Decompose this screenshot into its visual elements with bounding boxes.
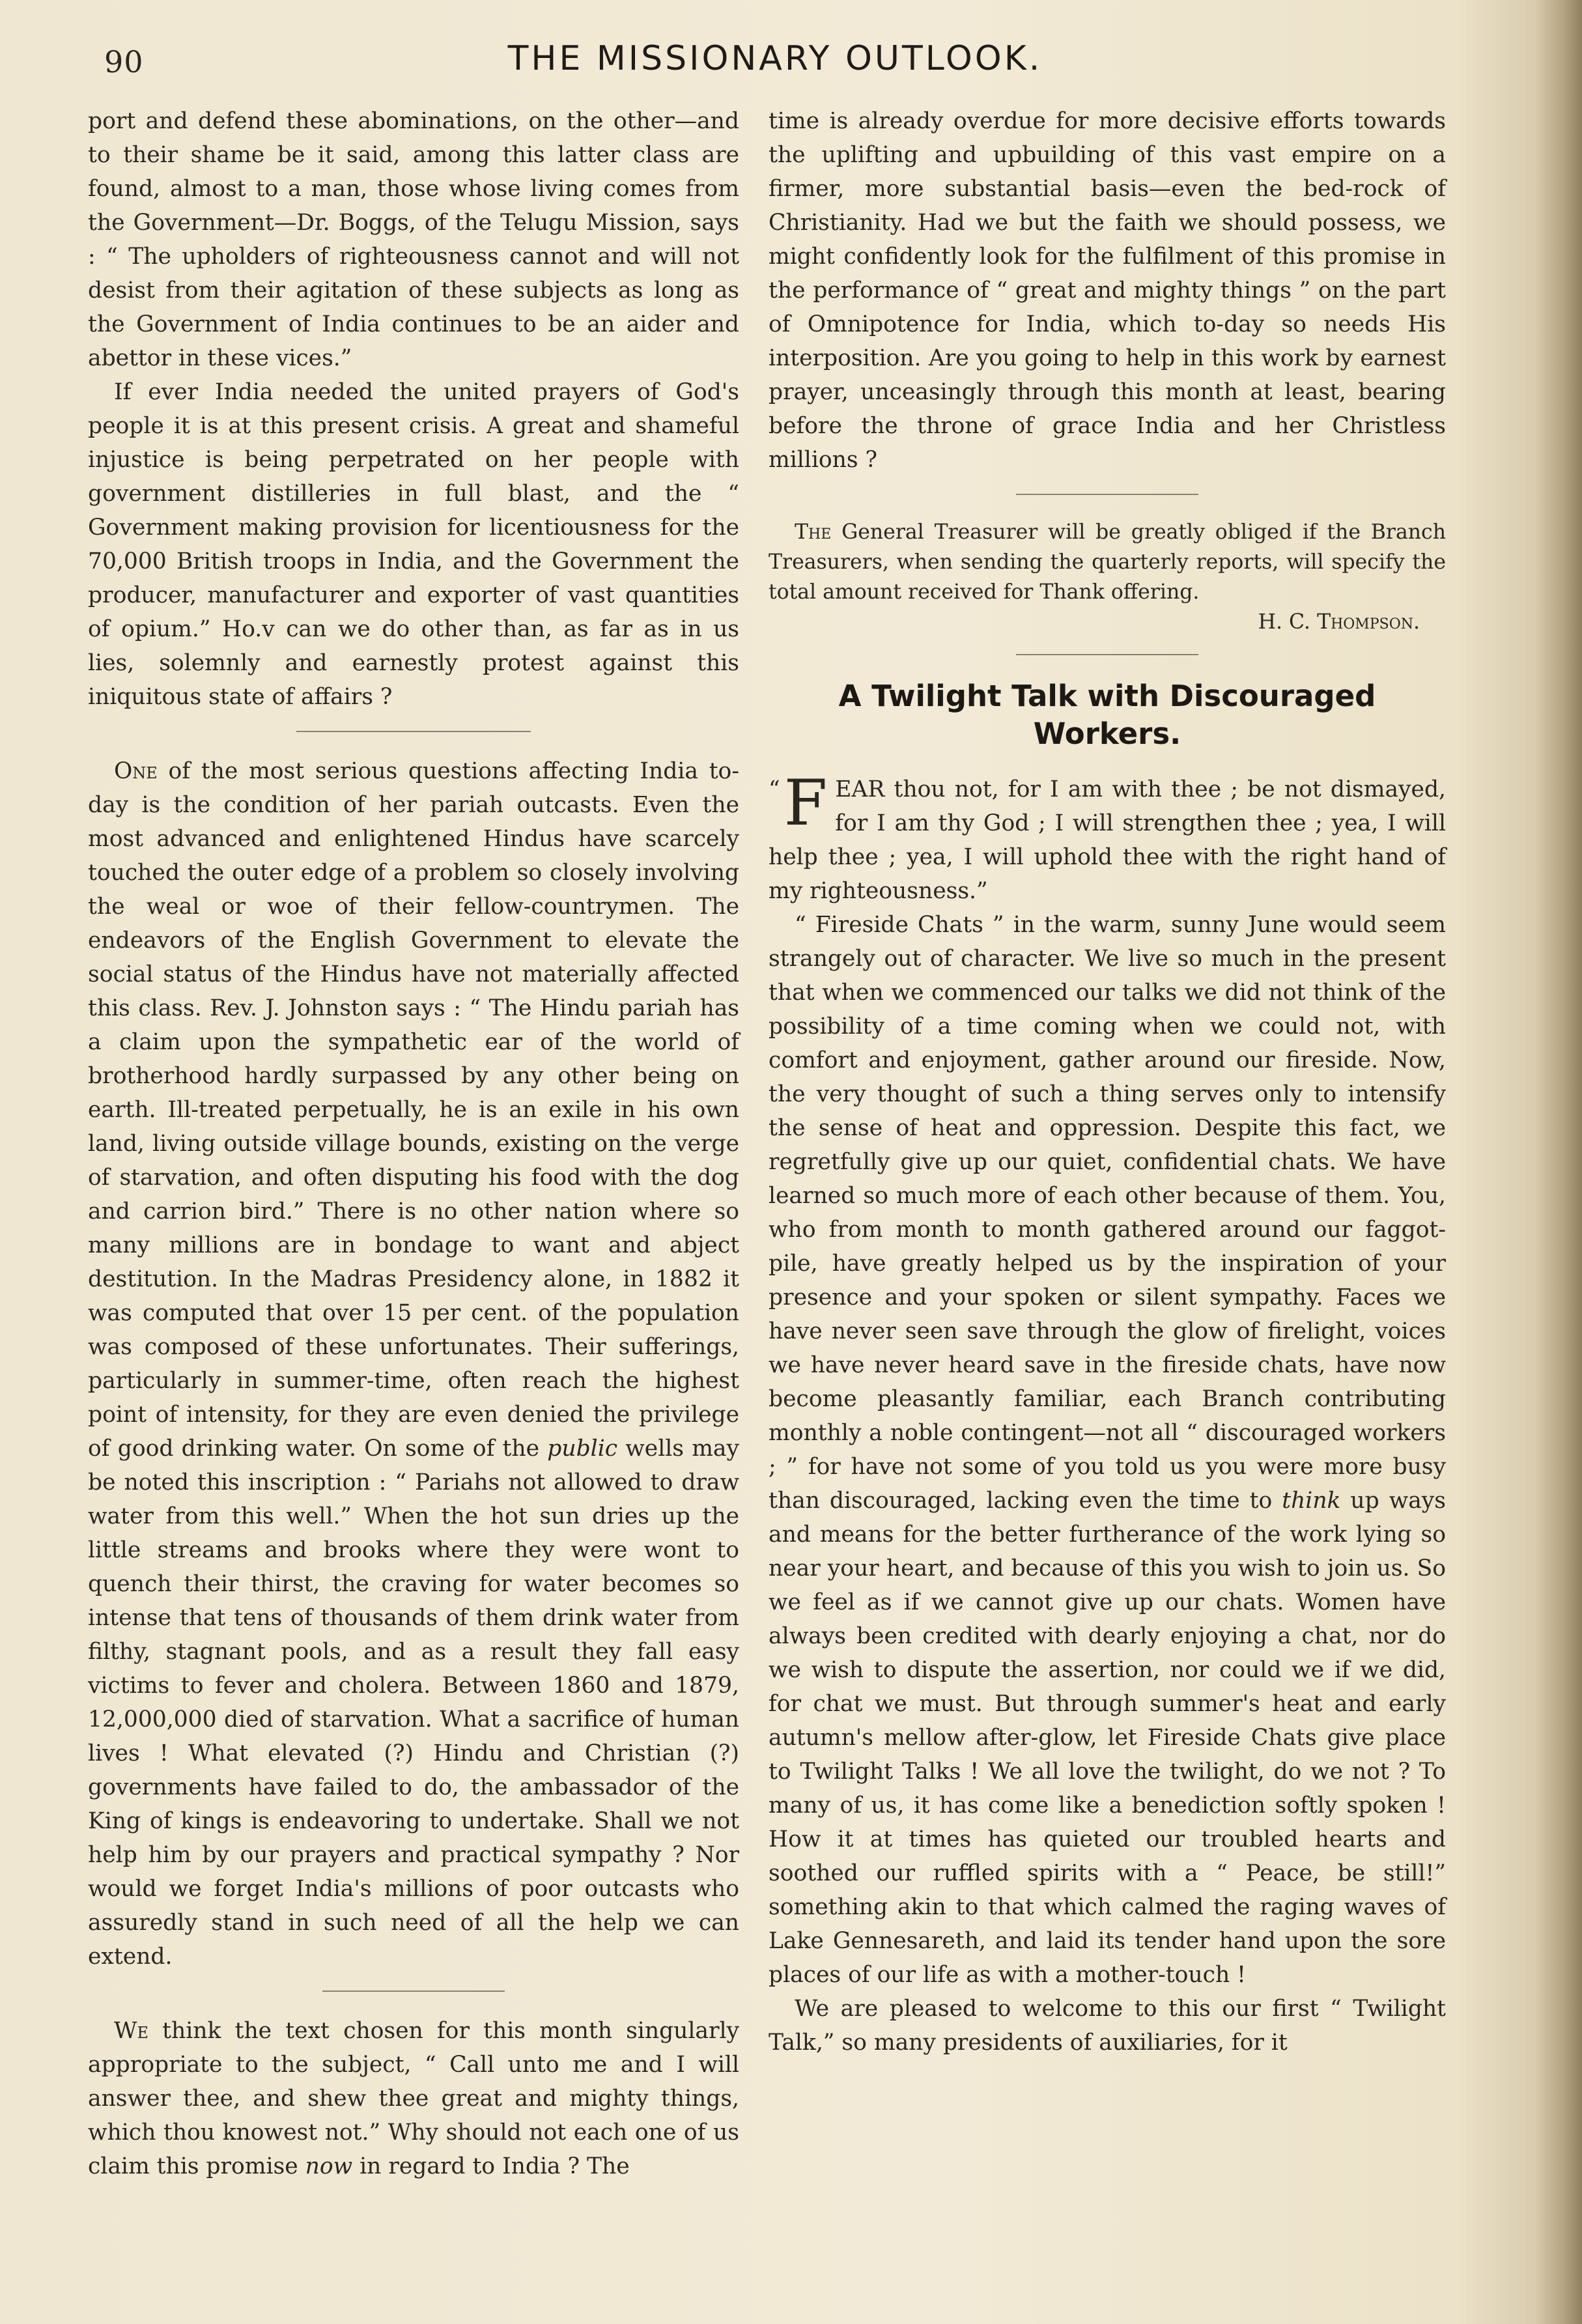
- drop-cap: F: [784, 767, 828, 840]
- scripture-quote: [769, 767, 1446, 908]
- right-paragraph-1: time is already overdue for more decisive efforts towards the uplifting and upbuilding of this vast empire on a firmer, more substantial basis—even the bed-rock of Christianity. Had we but the faith we should possess, we might confidently look for the fulfilment of this promise in the performance of “ great and mighty things ” on the part of Omnipotence for India, which to-day so needs His interposition. Are you going to help in this work by earnest prayer, unceasingly through this month at least, bearing before the throne of grace India and her Christless millions ?: [769, 108, 1446, 473]
- paragraph-text: “ Fireside Chats ” in the warm, sunny June would seem strangely out of character. We live so much in the present that when we commenced our talks we did not think of the possibility of a time coming when we could not, with comfort and enjoyment, gather around our fireside. Now, the very thought of such a thing serves only to intensify the sense of heat and oppression. Despite this fact, we regretfully give up our quiet, confidential chats. We have learned so much more of each other because of them. You, who from month to month gathered around our faggot-pile, have greatly helped us by the inspiration of your presence and your spoken or silent sympathy. Faces we have never seen save through the glow of firelight, voices we have never heard save in the fireside chats, have now become pleasantly familiar, each Branch contributing monthly a noble contingent—not all “ discouraged workers ; ” for have not some of you told us you were more busy than discouraged, lacking even the time to: [769, 912, 1446, 1514]
- page-header: [91, 39, 1459, 85]
- left-column: [88, 104, 739, 2183]
- section-divider: [1016, 494, 1198, 495]
- paragraph-text: in regard to India ? The: [352, 2153, 630, 2179]
- paragraph-text: think the text chosen for this month singularly appropriate to the subject, “ Call unto me and I will answer thee, and shew thee great and mighty things, which thou knowest not.” Why should not each one of us claim this promise: [88, 2018, 739, 2179]
- quote-text: EAR thou not, for I am with thee ; be not dismayed, for I am thy God ; I will strengthen thee ; yea, I will help thee ; yea, I will uphold thee with the right hand of my righteousness.”: [769, 776, 1446, 904]
- left-paragraph-2: If ever India needed the united prayers of God's people it is at this present crisis. A great and shameful injustice is being perpetrated on her people with government distilleries in full blast, and the “ Government making provision for licentiousness for the 70,000 British troops in India, and the Government the producer, manufacturer and exporter of vast quantities of opium.” Ho.v can we do other than, as far as in us lies, solemnly and earnestly protest against this iniquitous state of affairs ?: [88, 379, 739, 710]
- article-title-line: A Twilight Talk with Discouraged: [838, 679, 1376, 713]
- left-paragraph-4: [88, 2014, 739, 2183]
- left-paragraph-1: port and defend these abominations, on the other—and to their shame be it said, among this latter class are found, almost to a man, those whose living comes from the Government—Dr. Boggs, of the Telugu Mission, says : “ The upholders of righteousness cannot and will not desist from their agitation of these subjects as long as the Government of India continues to be an aider and abettor in these vices.”: [88, 108, 739, 371]
- section-divider: [1016, 654, 1198, 655]
- quote-open: “: [769, 776, 780, 802]
- signature: H. C. Thompson.: [1258, 610, 1420, 634]
- paragraph-text: of the most serious questions affecting India to-day is the condition of her pariah outcasts. Even the most advanced and enlightened Hindus have scarcely touched the outer edge of a problem so closely involving the weal or woe of their fellow-countrymen. The endeavors of the English Government to elevate the social status of the Hindus have not materially affected this class. Rev. J. Johnston says : “ The Hindu pariah has a claim upon the sympathetic ear of the world of brotherhood hardly surpassed by any other being on earth. Ill-treated perpetually, he is an exile in his own land, living outside village bounds, existing on the verge of starvation, and often disputing his food with the dog and carrion bird.” There is no other nation where so many millions are in bondage to want and abject destitution. In the Madras Presidency alone, in 1882 it was computed that over 15 per cent. of the population was composed of these unfortunates. Their sufferings, particularly in summer-time, often reach the highest point of intensity, for they are even denied the privilege of good drinking water. On some of the: [88, 758, 739, 1462]
- page-edge-shadow: [1536, 0, 1582, 2324]
- section-divider: [296, 731, 531, 732]
- emphasis-text: public: [547, 1436, 618, 1462]
- page-number: 90: [104, 44, 144, 79]
- article-title-line: Workers.: [1033, 716, 1181, 751]
- emphasis-text: now: [305, 2153, 353, 2179]
- lead-word: We: [114, 2018, 148, 2044]
- lead-word: The: [795, 520, 832, 544]
- running-title: THE MISSIONARY OUTLOOK.: [507, 39, 1043, 78]
- right-paragraph-2: [769, 908, 1446, 1992]
- section-divider: [322, 1991, 505, 1992]
- left-paragraph-3: [88, 754, 739, 1974]
- lead-word: One: [114, 758, 158, 784]
- paragraph-text: wells may be noted this inscription : “ Pariahs not allowed to draw water from this well.” When the hot sun dries up the little streams and brooks where they were wont to quench their thirst, the craving for water becomes so intense that tens of thousands of them drink water from filthy, stagnant pools, and as a result they fall easy victims to fever and cholera. Between 1860 and 1879, 12,000,000 died of starvation. What a sacrifice of human lives ! What elevated (?) Hindu and Christian (?) governments have failed to do, the ambassador of the King of kings is endeavoring to undertake. Shall we not help him by our prayers and practical sympathy ? Nor would we forget India's millions of poor outcasts who assuredly stand in such need of all the help we can extend.: [88, 1436, 739, 1970]
- note-text: General Treasurer will be greatly obliged if the Branch Treasurers, when sending the quarterly reports, will specify the total amount received for Thank offering.: [769, 520, 1446, 604]
- paragraph-text: up ways and means for the better furtherance of the work lying so near your heart, and because of this you wish to join us. So we feel as if we cannot give up our chats. Women have always been credited with dearly enjoying a chat, nor do we wish to dispute the assertion, nor could we if we did, for chat we must. But through summer's heat and early autumn's mellow after-glow, let Fireside Chats give place to Twilight Talks ! We all love the twilight, do we not ? To many of us, it has come like a benediction softly spoken ! How it at times has quieted our troubled hearts and soothed our ruffled spirits with a “ Peace, be still!” something akin to that which calmed the raging waves of Lake Gennesareth, and laid its tender hand upon the sore places of our life as with a mother-touch !: [769, 1488, 1446, 1988]
- emphasis-text: think: [1282, 1488, 1341, 1514]
- right-column: [769, 104, 1446, 2060]
- article-title: [769, 677, 1446, 753]
- treasurer-note: [769, 517, 1446, 607]
- right-paragraph-3: We are pleased to welcome to this our first “ Twilight Talk,” so many presidents of auxiliaries, for it: [769, 1996, 1446, 2056]
